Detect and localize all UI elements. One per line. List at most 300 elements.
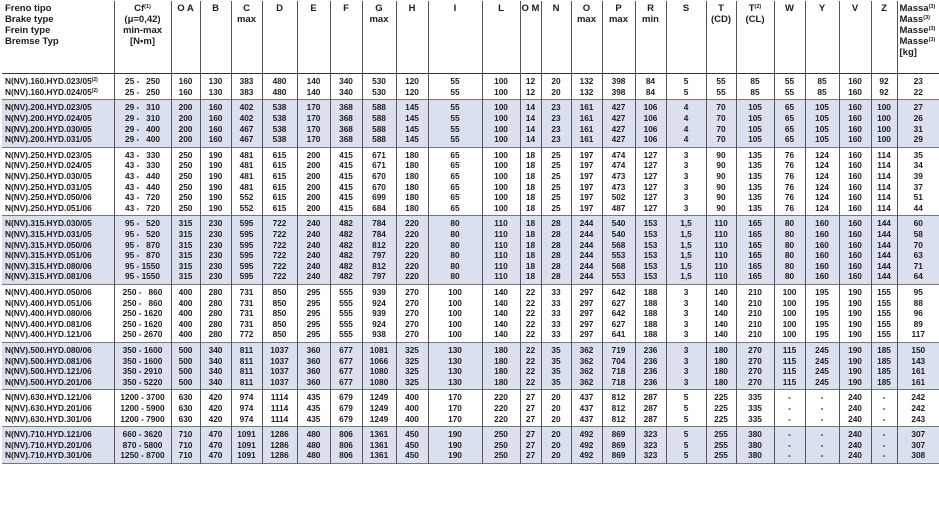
cell-value: 135 [748, 160, 762, 171]
cell-value: 250 - 2670 [122, 329, 163, 340]
cell-v [839, 308, 871, 319]
cell-value: N(NV).315.HYD.031/05 [5, 229, 92, 240]
cell-value: 100 [877, 113, 891, 124]
cell-value: 1286 [270, 439, 289, 450]
cell-t2 [736, 171, 774, 182]
cell-o [571, 390, 602, 403]
cell-value: 230 [208, 260, 223, 271]
column-header-c [231, 1, 262, 74]
cell-om [520, 250, 541, 261]
cell-h [396, 413, 428, 426]
cell-t2 [736, 261, 774, 272]
cell-z [871, 134, 897, 147]
cell-value: 492 [579, 450, 594, 461]
brake-size-group [2, 100, 939, 147]
cell-cf [114, 147, 171, 160]
cell-value: 110 [494, 239, 508, 250]
cell-t [706, 239, 736, 250]
cell-value: 642 [611, 308, 626, 319]
cell-w [774, 318, 805, 329]
cell-value: 63 [913, 250, 923, 261]
cell-mass [897, 87, 939, 100]
cell-l [482, 284, 520, 297]
cell-value: 95 - 520 [124, 218, 161, 229]
cell-o [571, 203, 602, 216]
cell-l [482, 216, 520, 229]
cell-mass [897, 229, 939, 240]
cell-value: 153 [643, 250, 658, 261]
cell-type [2, 403, 114, 414]
brake-size-group [2, 147, 939, 216]
cell-value: 29 [913, 134, 923, 145]
cell-value: 270 [748, 366, 762, 377]
cell-n [541, 376, 571, 389]
cell-i [428, 229, 482, 240]
cell-n [541, 216, 571, 229]
cell-value: 500 [178, 366, 193, 377]
cell-value: 114 [877, 171, 891, 182]
cell-value: 197 [579, 192, 594, 203]
cell-value: 80 [784, 229, 795, 240]
table-row [2, 181, 939, 192]
cell-value: 236 [643, 376, 658, 387]
cell-g [362, 426, 396, 439]
cell-p [602, 203, 635, 216]
cell-oa [171, 439, 200, 450]
cell-z [871, 181, 897, 192]
cell-value: N(NV).200.HYD.031/05 [5, 134, 92, 145]
table-row [2, 100, 939, 113]
cell-value: 33 [551, 329, 561, 340]
cell-value: 427 [611, 123, 626, 134]
column-header-w [774, 1, 805, 74]
cell-value: 135 [748, 192, 762, 203]
cell-value: 335 [748, 392, 762, 403]
cell-p [602, 403, 635, 414]
cell-z [871, 123, 897, 134]
cell-y [805, 376, 839, 389]
cell-b [200, 239, 231, 250]
cell-r [635, 134, 666, 147]
cell-value: 43 - 720 [124, 192, 161, 203]
cell-value: 180 [494, 366, 508, 377]
cell-oa [171, 376, 200, 389]
cell-s [666, 250, 706, 261]
cell-value: N(NV).250.HYD.024/05 [5, 160, 92, 171]
cell-value: 420 [208, 402, 223, 413]
cell-value: 3 [683, 181, 689, 192]
cell-value: 722 [272, 250, 287, 261]
cell-oa [171, 87, 200, 100]
table-row [2, 271, 939, 284]
column-header-line: E [310, 3, 317, 14]
cell-s [666, 87, 706, 100]
cell-f [330, 439, 362, 450]
cell-z [871, 366, 897, 377]
cell-n [541, 147, 571, 160]
cell-e [297, 355, 330, 366]
cell-o [571, 216, 602, 229]
cell-value: 160 [848, 260, 862, 271]
cell-i [428, 87, 482, 100]
cell-value: 155 [877, 329, 891, 340]
cell-value: 722 [272, 218, 287, 229]
cell-type [2, 250, 114, 261]
cell-c [231, 239, 262, 250]
cell-n [541, 113, 571, 124]
cell-mass [897, 390, 939, 403]
cell-w [774, 113, 805, 124]
cell-w [774, 308, 805, 319]
cell-value: 90 [716, 171, 726, 182]
cell-v [839, 203, 871, 216]
cell-value: 114 [877, 149, 891, 160]
cell-value: 25 [551, 160, 561, 171]
footnote-marker: (3) [928, 4, 936, 10]
cell-value: 85 [817, 86, 827, 97]
cell-value: 43 - 440 [124, 181, 161, 192]
cell-value: 704 [611, 355, 626, 366]
cell-value: 160 [815, 250, 829, 261]
cell-l [482, 261, 520, 272]
cell-g [362, 450, 396, 463]
cell-r [635, 229, 666, 240]
cell-n [541, 297, 571, 308]
cell-value: 117 [911, 329, 925, 340]
cell-e [297, 284, 330, 297]
cell-e [297, 403, 330, 414]
cell-value: 568 [611, 239, 626, 250]
cell-f [330, 147, 362, 160]
cell-value: 105 [748, 102, 762, 113]
cell-g [362, 318, 396, 329]
cell-value: 250 [494, 439, 508, 450]
cell-value: 18 [525, 271, 536, 282]
cell-z [871, 390, 897, 403]
cell-r [635, 239, 666, 250]
cell-value: 155 [877, 297, 891, 308]
cell-value: 18 [525, 218, 536, 229]
cell-d [262, 450, 297, 463]
cell-oa [171, 403, 200, 414]
column-header-type [2, 1, 114, 74]
cell-c [231, 403, 262, 414]
cell-value: 161 [911, 366, 926, 377]
cell-t [706, 271, 736, 284]
cell-value: 297 [579, 297, 594, 308]
cell-value: 80 [450, 218, 460, 229]
cell-value: 160 [848, 239, 862, 250]
cell-value: 25 - 250 [124, 86, 161, 97]
cell-e [297, 123, 330, 134]
cell-value: 155 [877, 286, 891, 297]
cell-value: 671 [372, 149, 386, 160]
cell-value: 481 [239, 181, 254, 192]
cell-v [839, 134, 871, 147]
cell-om [520, 113, 541, 124]
cell-value: 470 [208, 439, 223, 450]
cell-value: 588 [372, 134, 386, 145]
cell-w [774, 450, 805, 463]
cell-f [330, 229, 362, 240]
cell-om [520, 318, 541, 329]
cell-mass [897, 329, 939, 342]
cell-value: 55 [450, 76, 460, 87]
cell-om [520, 261, 541, 272]
column-header-line: O [582, 3, 591, 14]
column-header-line: min-max [122, 25, 163, 36]
cell-value: 5 [683, 450, 689, 461]
column-header-line: T [718, 3, 724, 14]
cell-o [571, 113, 602, 124]
cell-value: 481 [239, 171, 254, 182]
cell-value: N(NV).500.HYD.121/06 [5, 366, 92, 377]
column-header-line: P [615, 3, 622, 14]
cell-value: 106 [643, 134, 658, 145]
cell-n [541, 342, 571, 355]
cell-l [482, 123, 520, 134]
cell-g [362, 229, 396, 240]
cell-n [541, 329, 571, 342]
cell-w [774, 403, 805, 414]
cell-o [571, 403, 602, 414]
cell-value: 555 [339, 329, 353, 340]
cell-value: 145 [405, 102, 419, 113]
cell-value: 190 [208, 149, 223, 160]
cell-value: 195 [815, 308, 829, 319]
cell-value: 140 [494, 286, 508, 297]
cell-value: 100 [494, 113, 508, 124]
cell-value: 33 [551, 308, 561, 319]
cell-value: 115 [782, 344, 797, 355]
cell-i [428, 426, 482, 439]
cell-f [330, 390, 362, 403]
cell-type [2, 342, 114, 355]
cell-value: 1091 [237, 450, 256, 461]
cell-value: 90 [716, 202, 726, 213]
cell-i [428, 123, 482, 134]
cell-s [666, 439, 706, 450]
cell-value: 270 [748, 344, 762, 355]
cell-n [541, 308, 571, 319]
column-header-line: max [369, 14, 389, 25]
cell-value: 100 [494, 181, 508, 192]
cell-value: - [882, 392, 886, 403]
cell-value: 100 [448, 329, 462, 340]
cell-value: 4 [683, 123, 689, 134]
cell-cf [114, 450, 171, 463]
cell-b [200, 216, 231, 229]
cell-value: 287 [643, 413, 658, 424]
cell-o [571, 100, 602, 113]
cell-value: 23 [551, 113, 561, 124]
cell-h [396, 355, 428, 366]
cell-value: 250 [494, 450, 508, 461]
cell-z [871, 74, 897, 87]
cell-b [200, 100, 231, 113]
cell-f [330, 376, 362, 389]
cell-s [666, 134, 706, 147]
cell-g [362, 203, 396, 216]
cell-value: 812 [611, 413, 626, 424]
cell-value: 200 [306, 181, 321, 192]
cell-oa [171, 74, 200, 87]
cell-value: 188 [643, 308, 658, 319]
cell-value: 677 [339, 376, 353, 387]
footnote-marker: (3) [928, 26, 936, 32]
cell-value: 127 [643, 192, 658, 203]
cell-value: 245 [815, 366, 829, 377]
cell-g [362, 355, 396, 366]
cell-value: 140 [714, 286, 728, 297]
cell-value: 144 [877, 260, 891, 271]
cell-y [805, 160, 839, 171]
column-header-line: Bremse Typ [5, 36, 59, 47]
cell-type [2, 297, 114, 308]
cell-value: 190 [848, 376, 862, 387]
cell-s [666, 329, 706, 342]
cell-g [362, 271, 396, 284]
cell-value: 415 [339, 149, 353, 160]
cell-value: 250 [178, 160, 193, 171]
cell-value: 170 [306, 123, 321, 134]
cell-t2 [736, 284, 774, 297]
cell-value: 22 [525, 318, 536, 329]
cell-t2 [736, 342, 774, 355]
cell-value: 812 [372, 260, 386, 271]
column-header-line: Mass [899, 14, 924, 25]
cell-v [839, 329, 871, 342]
cell-value: 55 [716, 86, 726, 97]
cell-cf [114, 229, 171, 240]
cell-value: 492 [579, 439, 594, 450]
column-header-h [396, 1, 428, 74]
cell-i [428, 342, 482, 355]
table-header [2, 1, 939, 74]
cell-value: 812 [372, 239, 386, 250]
cell-value: 153 [643, 239, 658, 250]
cell-value: 1080 [369, 366, 389, 377]
cell-y [805, 134, 839, 147]
cell-value: N(NV).400.HYD.121/06 [5, 329, 92, 340]
cell-f [330, 329, 362, 342]
cell-e [297, 100, 330, 113]
column-header-line: R [647, 3, 654, 14]
cell-d [262, 181, 297, 192]
cell-value: 240 [306, 229, 321, 240]
cell-w [774, 250, 805, 261]
cell-value: 55 [450, 86, 460, 97]
cell-s [666, 181, 706, 192]
cell-oa [171, 342, 200, 355]
cell-value: 679 [339, 402, 353, 413]
cell-g [362, 297, 396, 308]
cell-n [541, 87, 571, 100]
cell-value: N(NV).710.HYD.201/06 [5, 439, 92, 450]
cell-e [297, 87, 330, 100]
cell-p [602, 426, 635, 439]
cell-i [428, 74, 482, 87]
cell-mass [897, 171, 939, 182]
cell-value: 132 [579, 86, 594, 97]
column-header-g [362, 1, 396, 74]
cell-w [774, 181, 805, 192]
cell-value: 76 [784, 149, 795, 160]
cell-value: 398 [611, 86, 626, 97]
cell-i [428, 271, 482, 284]
cell-t2 [736, 250, 774, 261]
cell-value: 295 [306, 286, 321, 297]
cell-value: 65 [450, 160, 460, 171]
cell-y [805, 439, 839, 450]
cell-value: 869 [611, 450, 626, 461]
cell-v [839, 216, 871, 229]
cell-value: 718 [611, 366, 626, 377]
cell-type [2, 355, 114, 366]
cell-e [297, 297, 330, 308]
cell-value: 18 [525, 250, 536, 261]
cell-p [602, 390, 635, 403]
cell-g [362, 284, 396, 297]
cell-value: 1,5 [680, 260, 692, 271]
cell-value: 470 [208, 429, 223, 440]
cell-value: 415 [339, 160, 353, 171]
cell-mass [897, 355, 939, 366]
cell-s [666, 192, 706, 203]
cell-c [231, 308, 262, 319]
cell-value: 270 [748, 355, 762, 366]
cell-z [871, 261, 897, 272]
cell-value: 811 [239, 366, 254, 377]
cell-d [262, 192, 297, 203]
cell-v [839, 297, 871, 308]
cell-y [805, 147, 839, 160]
cell-value: 811 [239, 355, 254, 366]
cell-g [362, 239, 396, 250]
cell-value: 100 [782, 297, 797, 308]
cell-value: - [820, 439, 824, 450]
cell-n [541, 203, 571, 216]
column-header-t2 [736, 1, 774, 74]
cell-z [871, 297, 897, 308]
cell-e [297, 329, 330, 342]
cell-value: - [820, 392, 824, 403]
cell-om [520, 390, 541, 403]
cell-value: 110 [494, 250, 508, 261]
cell-c [231, 355, 262, 366]
cell-r [635, 450, 666, 463]
column-header-line: Masse [899, 36, 929, 47]
cell-value: 29 - 400 [124, 134, 161, 145]
cell-i [428, 439, 482, 450]
cell-e [297, 192, 330, 203]
cell-w [774, 100, 805, 113]
cell-cf [114, 271, 171, 284]
cell-l [482, 342, 520, 355]
cell-value: 323 [643, 439, 658, 450]
cell-c [231, 171, 262, 182]
cell-om [520, 74, 541, 87]
cell-value: 197 [579, 181, 594, 192]
cell-h [396, 390, 428, 403]
cell-type [2, 390, 114, 403]
cell-l [482, 229, 520, 240]
table-row [2, 134, 939, 147]
cell-value: 135 [748, 149, 762, 160]
cell-mass [897, 271, 939, 284]
cell-value: 615 [272, 181, 287, 192]
cell-value: 140 [494, 318, 508, 329]
